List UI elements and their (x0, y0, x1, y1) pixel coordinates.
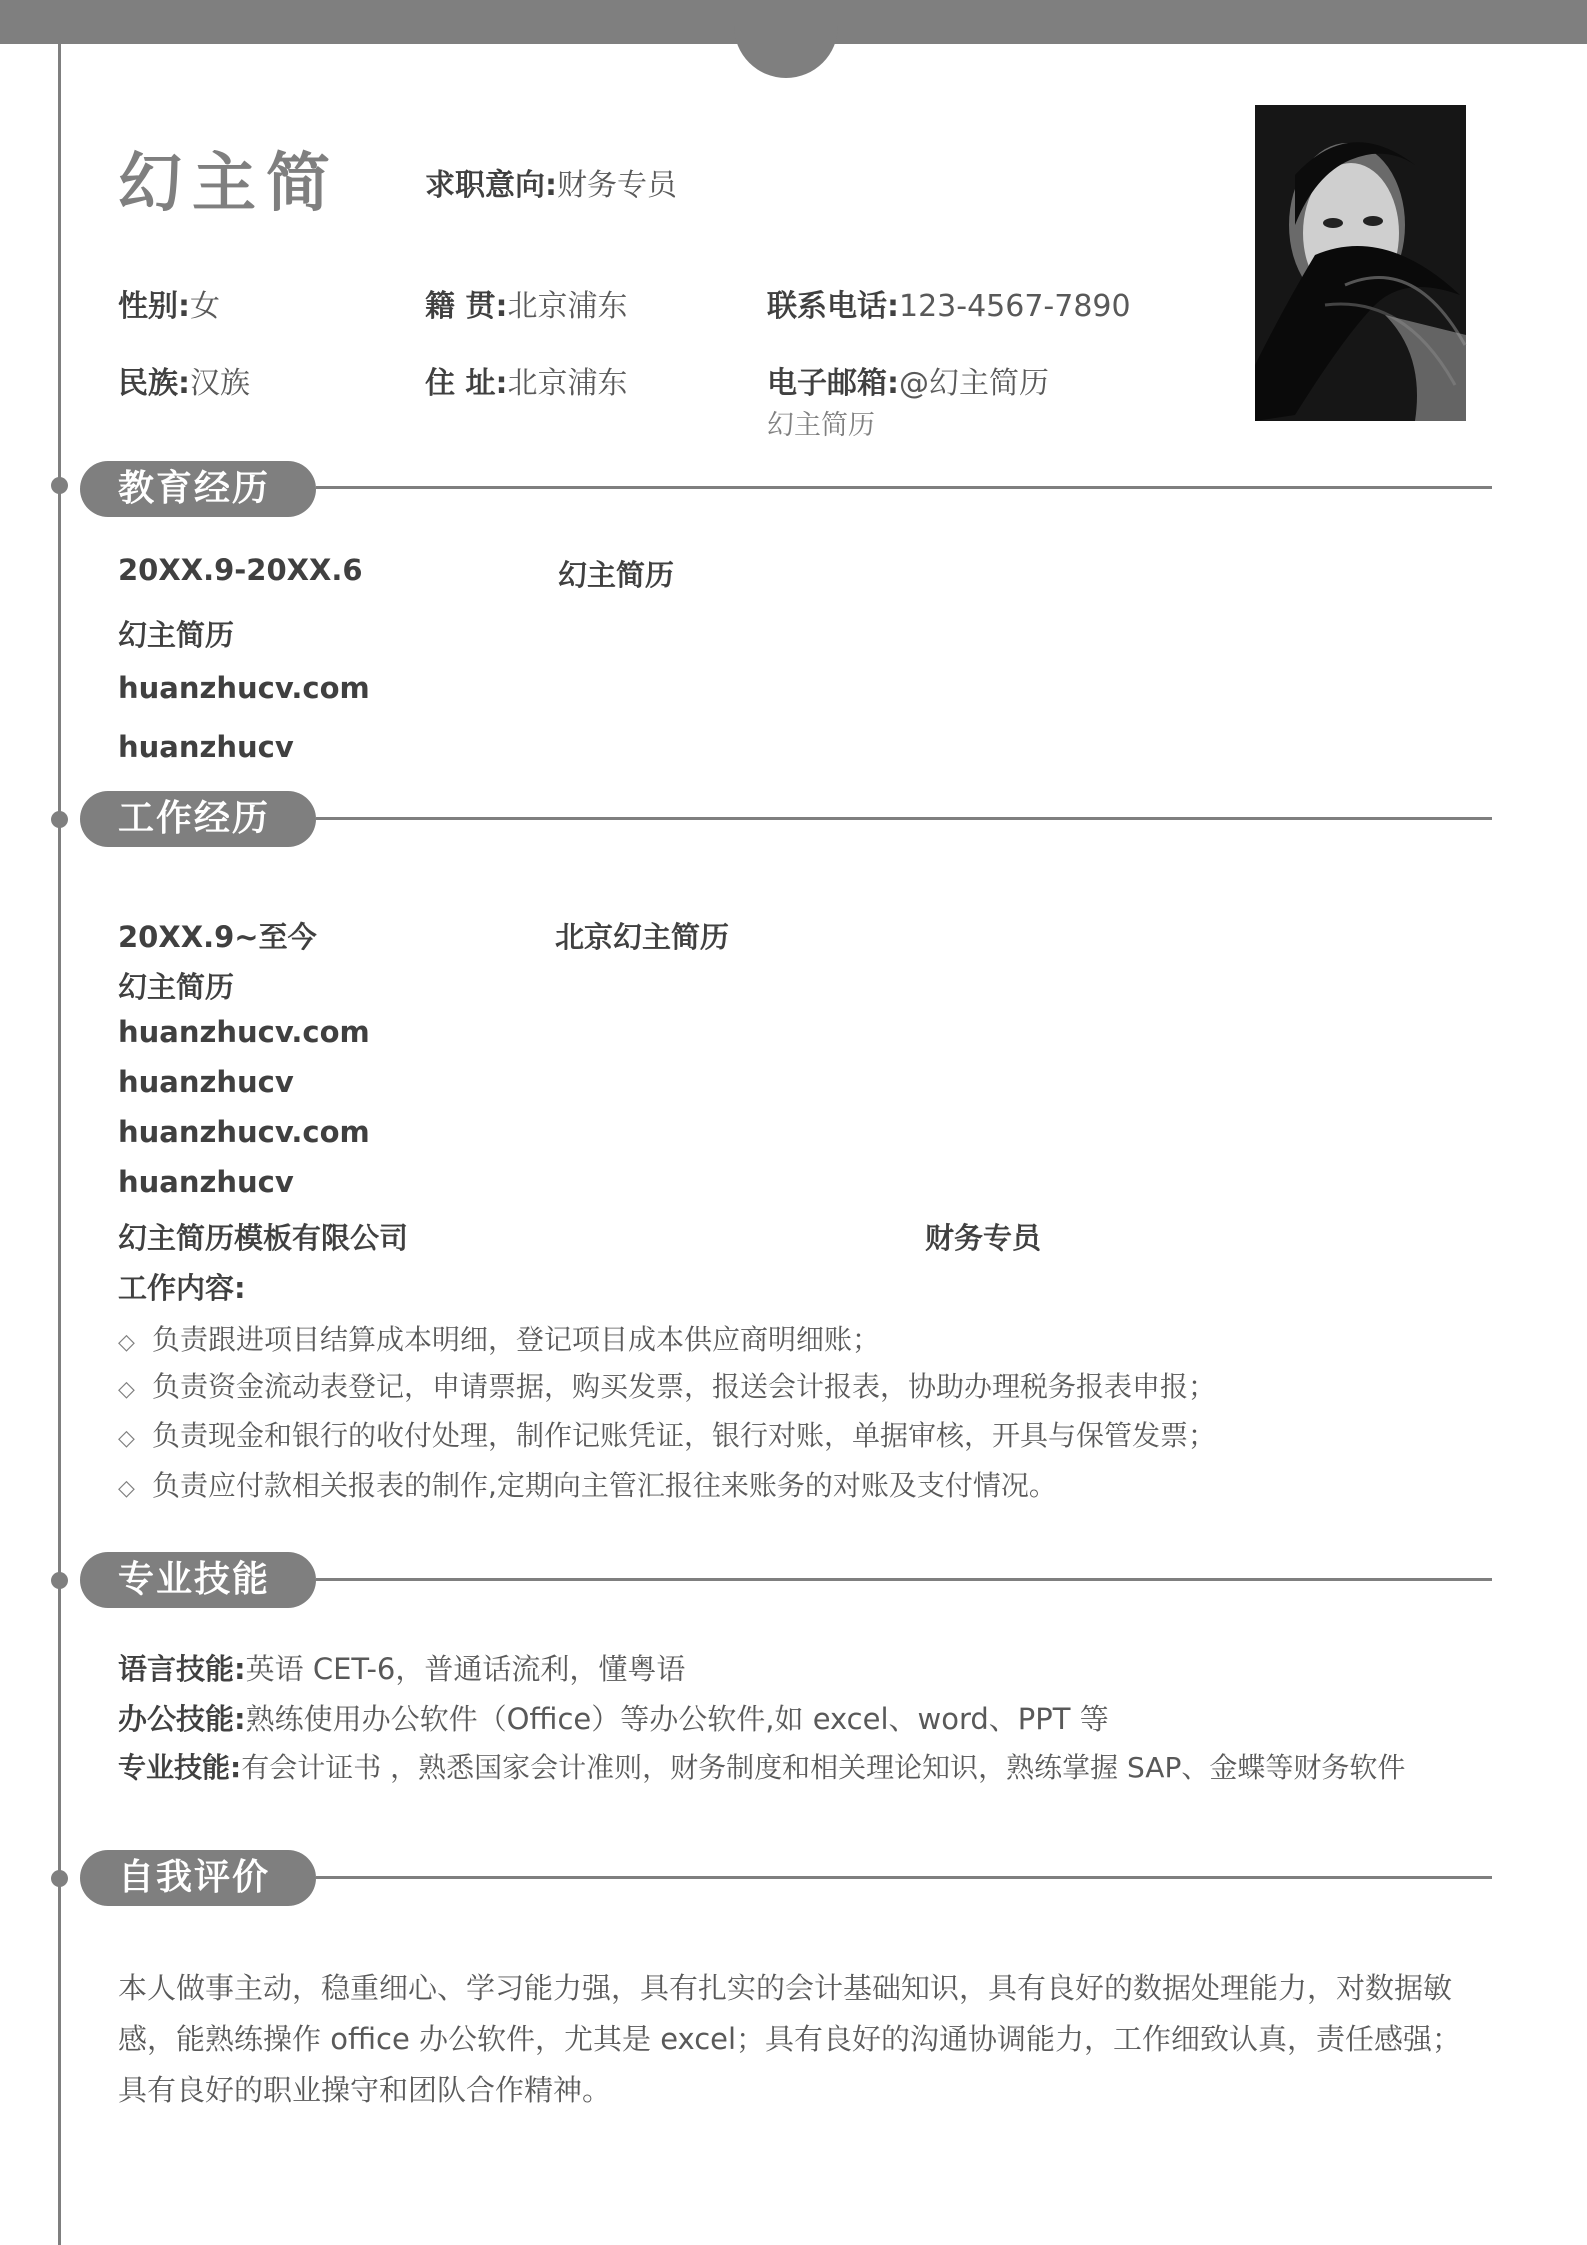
professional-skill-label: 专业技能: (118, 1751, 242, 1784)
work-content-label: 工作内容: (118, 1271, 246, 1305)
education-rule (316, 486, 1492, 489)
work-line: huanzhucv (118, 1065, 294, 1099)
work-line: huanzhucv.com (118, 1015, 370, 1049)
work-bullet (118, 1414, 1216, 1454)
education-school: 幻主简历 (558, 558, 675, 592)
professional-skill-value: 有会计证书 ，熟悉国家会计准则，财务制度和相关理论知识，熟练掌握 SAP、金蝶等财务软件 (241, 1751, 1406, 1784)
work-position: 幻主简历 (118, 970, 235, 1004)
job-intent-label: 求职意向: (425, 168, 557, 203)
education-dot (51, 477, 68, 494)
diamond-bullet-icon: ◇ (118, 1330, 135, 1355)
ethnicity-label: 民族: (118, 366, 190, 401)
work-job-title: 财务专员 (925, 1221, 1042, 1255)
portrait-icon (1255, 105, 1466, 421)
education-major: 幻主简历 (118, 618, 235, 652)
work-company-full: 幻主简历模板有限公司 (118, 1221, 409, 1255)
work-line: huanzhucv (118, 1165, 294, 1199)
language-skill (118, 1647, 685, 1688)
self-rule (316, 1876, 1492, 1879)
education-period: 20XX.9-20XX.6 (118, 553, 363, 587)
address-label: 住 址: (425, 366, 508, 401)
phone-field (767, 281, 1131, 325)
professional-skill (118, 1746, 1405, 1786)
diamond-bullet-icon: ◇ (118, 1426, 135, 1451)
email-field (767, 358, 1049, 402)
email-label: 电子邮箱: (767, 366, 899, 401)
work-title: 工作经历 (118, 798, 271, 839)
candidate-name: 幻主简 (118, 147, 340, 221)
self-title: 自我评价 (118, 1857, 271, 1898)
work-bullet-text: 负责跟进项目结算成本明细，登记项目成本供应商明细账； (152, 1323, 881, 1356)
portrait-photo (1255, 105, 1466, 421)
work-bullet-text: 负责资金流动表登记，申请票据，购买发票，报送会计报表，协助办理税务报表申报； (152, 1370, 1217, 1403)
work-bullet-text: 负责现金和银行的收付处理，制作记账凭证，银行对账，单据审核，开具与保管发票； (152, 1419, 1217, 1452)
job-intent (425, 160, 677, 204)
email-overflow-text: 幻主简历 (767, 410, 875, 441)
office-skill (118, 1697, 1109, 1738)
skills-title: 专业技能 (118, 1559, 271, 1600)
address-field (425, 358, 627, 402)
ethnicity-value: 汉族 (190, 366, 250, 401)
gender-value: 女 (190, 289, 220, 324)
timeline-line (58, 44, 61, 2245)
phone-value: 123-4567-7890 (899, 289, 1131, 324)
language-skill-value: 英语 CET-6，普通话流利，懂粤语 (245, 1652, 686, 1686)
top-notch (734, 0, 838, 78)
education-title: 教育经历 (118, 468, 271, 509)
work-bullet (118, 1318, 880, 1358)
address-value: 北京浦东 (507, 366, 628, 401)
work-line: huanzhucv.com (118, 1115, 370, 1149)
phone-label: 联系电话: (767, 289, 899, 324)
gender-label: 性别: (118, 289, 190, 324)
diamond-bullet-icon: ◇ (118, 1377, 135, 1402)
language-skill-label: 语言技能: (118, 1652, 246, 1686)
office-skill-value: 熟练使用办公软件（Office）等办公软件,如 excel、word、PPT 等 (245, 1702, 1109, 1736)
work-bullet-text: 负责应付款相关报表的制作,定期向主管汇报往来账务的对账及支付情况。 (152, 1469, 1057, 1502)
origin-value: 北京浦东 (507, 289, 628, 324)
self-dot (51, 1870, 68, 1887)
job-intent-value: 财务专员 (557, 168, 677, 203)
work-bullet (118, 1365, 1216, 1405)
work-period: 20XX.9~至今 (118, 920, 317, 954)
origin-field (425, 281, 627, 325)
diamond-bullet-icon: ◇ (118, 1476, 135, 1501)
skills-dot (51, 1572, 68, 1589)
work-bullet (118, 1464, 1057, 1504)
skills-rule (316, 1578, 1492, 1581)
self-evaluation-text: 本人做事主动，稳重细心、学习能力强，具有扎实的会计基础知识，具有良好的数据处理能力，对数据敏感，能熟练操作 office 办公软件，尤其是 excel；具有良好的沟通协调能力，工作细致认真，责任感强；具有良好的职业操守和团队合作精神。 (118, 1971, 1462, 2107)
education-line: huanzhucv.com (118, 671, 370, 705)
gender-field (118, 281, 220, 325)
work-company: 北京幻主简历 (555, 920, 730, 954)
ethnicity-field (118, 358, 250, 402)
education-line-cut: huanzhucv (118, 730, 294, 764)
work-rule (316, 817, 1492, 820)
email-value: @幻主简历 (899, 366, 1049, 401)
origin-label: 籍 贯: (425, 289, 508, 324)
office-skill-label: 办公技能: (118, 1702, 246, 1736)
work-dot (51, 811, 68, 828)
